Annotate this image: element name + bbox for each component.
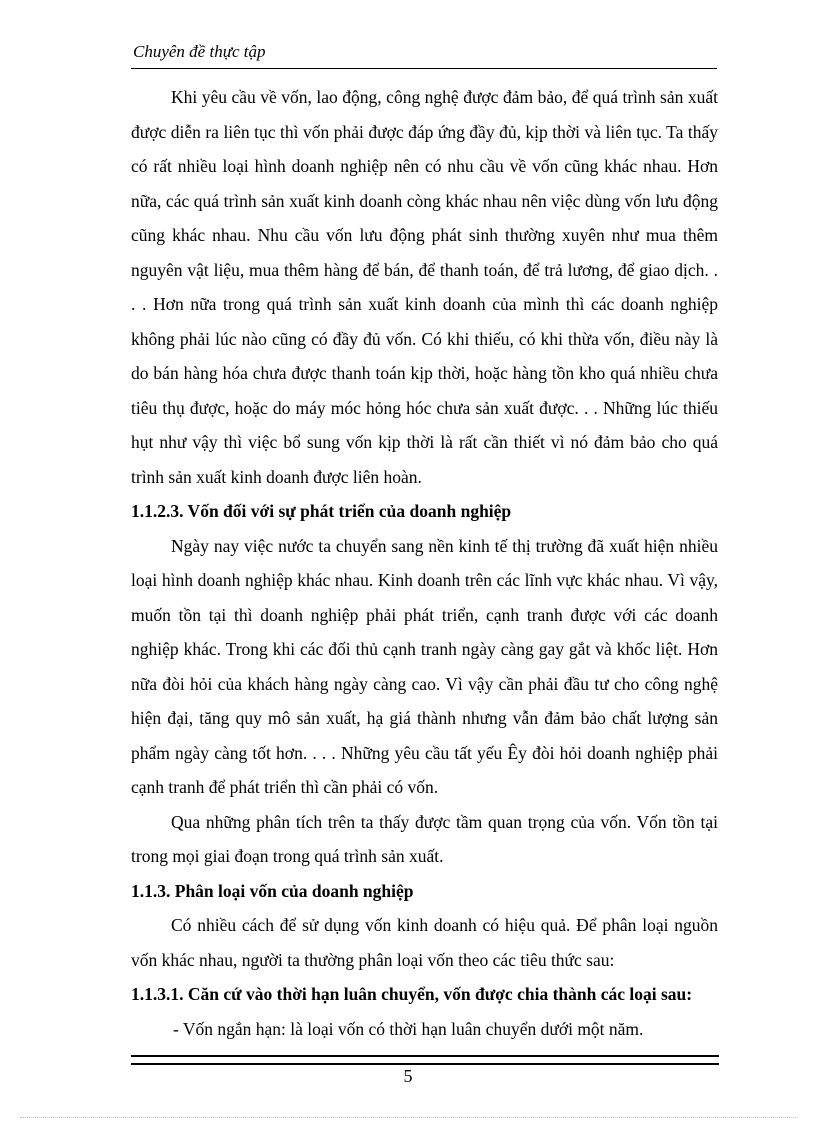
section-heading-1-1-3: 1.1.3. Phân loại vốn của doanh nghiệp xyxy=(131,880,414,901)
section-heading-1-1-3-1: 1.1.3.1. Căn cứ vào thời hạn luân chuyển, vốn được chia thành các loại sau: xyxy=(131,984,693,1004)
document-body xyxy=(131,80,718,1046)
paragraph-2: Ngày nay việc nước ta chuyển sang nền kinh tế thị trường đã xuất hiện nhiều loại hình doanh nghiệp khác nhau. Kinh doanh trên các lĩnh vực khác nhau. Vì vậy, muốn tồn tại thì doanh nghiệp phải phát triển, cạnh tranh được với các doanh nghiệp khác. Trong khi các đối thủ cạnh tranh ngày càng gay gắt và khốc liệt. Hơn nữa đòi hỏi của khách hàng ngày càng cao. Vì vậy cần phải đầu tư cho công nghệ hiện đại, tăng quy mô sản xuất, hạ giá thành nhưng vẫn đảm bảo chất lượng sản phẩm ngày càng tốt hơn. . . . Những yêu cầu tất yếu Êy đòi hỏi doanh nghiệp phải cạnh tranh để phát triển thì cần phải có vốn. xyxy=(131,535,718,797)
header-rule xyxy=(131,68,717,69)
paragraph-4: Có nhiều cách để sử dụng vốn kinh doanh có hiệu quả. Để phân loại nguồn vốn khác nhau, người ta thường phân loại vốn theo các tiêu thức sau: xyxy=(131,915,718,970)
section-heading-1-1-2-3: 1.1.2.3. Vốn đối với sự phát triển của doanh nghiệp xyxy=(131,501,512,521)
page-bottom-border xyxy=(20,1117,796,1118)
list-item-1: - Vốn ngắn hạn: là loại vốn có thời hạn luân chuyển dưới một năm. xyxy=(173,1018,644,1039)
footer-rule xyxy=(131,1055,719,1065)
paragraph-1: Khi yêu cầu về vốn, lao động, công nghệ được đảm bảo, để quá trình sản xuất được diễn ra liên tục thì vốn phải được đáp ứng đầy đủ, kịp thời và liên tục. Ta thấy có rất nhiều loại hình doanh nghiệp nên có nhu cầu về vốn cũng khác nhau. Hơn nữa, các quá trình sản xuất kinh doanh còng khác nhau nên việc dùng vốn lưu động cũng khác nhau. Nhu cầu vốn lưu động phát sinh thường xuyên như mua thêm nguyên vật liệu, mua thêm hàng để bán, để thanh toán, để trả lương, để giao dịch. . . . Hơn nữa trong quá trình sản xuất kinh doanh của mình thì các doanh nghiệp không phải lúc nào cũng có đầy đủ vốn. Có khi thiếu, có khi thừa vốn, điều này là do bán hàng hóa chưa được thanh toán kịp thời, hoặc hàng tồn kho quá nhiều chưa tiêu thụ được, hoặc do máy móc hỏng hóc chưa sản xuất được. . . Những lúc thiếu hụt như vậy thì việc bổ sung vốn kịp thời là rất cần thiết vì nó đảm bảo cho quá trình sản xuất kinh doanh được liên hoàn. xyxy=(131,87,718,487)
header-title: Chuyên đề thực tập xyxy=(133,42,266,61)
paragraph-3: Qua những phân tích trên ta thấy được tầm quan trọng của vốn. Vốn tồn tại trong mọi giai đoạn trong quá trình sản xuất. xyxy=(131,811,718,866)
page-number: 5 xyxy=(403,1066,413,1086)
